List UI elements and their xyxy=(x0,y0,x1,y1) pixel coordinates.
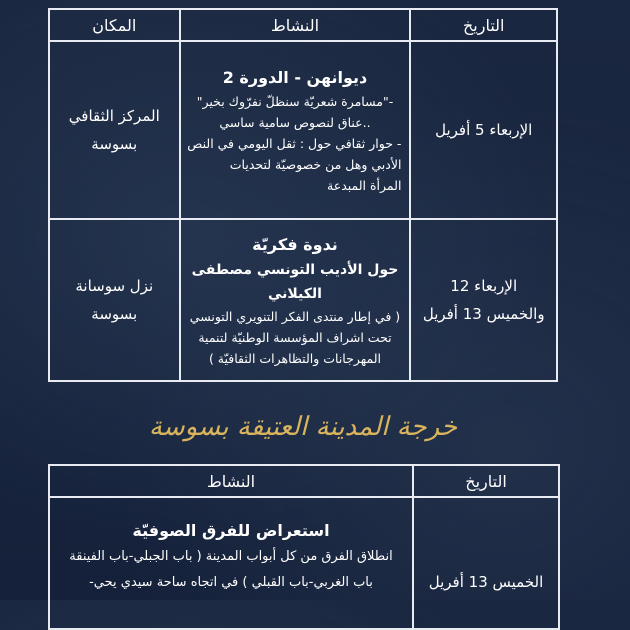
activity-line: تحت اشراف المؤسسة الوطنيّة لتنمية xyxy=(198,329,392,345)
date-line: والخميس 13 أفريل xyxy=(422,305,545,323)
header-place: المكان xyxy=(49,9,180,41)
activity-title: استعراض للفرق الصوفيّة xyxy=(132,521,330,540)
activity-line: - حوار ثقافي حول : ثقل اليومي في النص xyxy=(187,135,402,151)
place-line: نزل سوسانة xyxy=(75,277,154,295)
activity-title: ندوة فكريّة xyxy=(252,234,338,254)
activity-line: ..عناق لنصوص سامية ساسي xyxy=(219,114,371,130)
header-activity: النشاط xyxy=(180,9,411,41)
header-date: التاريخ xyxy=(413,465,559,497)
section-title: خرجة المدينة العتيقة بسوسة xyxy=(148,412,458,442)
activity-cell xyxy=(180,41,411,219)
date-cell xyxy=(410,219,557,381)
date-line: الإربعاء 12 xyxy=(450,277,518,295)
schedule-table xyxy=(48,8,558,382)
activity-subtitle: حول الأديب التونسي مصطفى الكيلاني xyxy=(191,261,399,302)
table-row xyxy=(49,219,557,381)
activity-line: -"مسامرة شعريّة سنظلّ نفرّوك بخير" xyxy=(196,93,394,109)
date-cell xyxy=(410,41,557,219)
date-text: الإربعاء 5 أفريل xyxy=(435,121,533,139)
place-cell xyxy=(49,41,180,219)
place-line: بسوسة xyxy=(91,305,138,323)
header-date: التاريخ xyxy=(410,9,557,41)
table-header-row xyxy=(49,465,559,497)
activity-cell xyxy=(49,497,413,629)
date-text: الخميس 13 أفريل xyxy=(428,573,544,591)
table-row xyxy=(49,41,557,219)
place-line: المركز الثقافي xyxy=(68,107,160,125)
activity-title: ديوانهن - الدورة 2 xyxy=(222,67,368,87)
place-line: بسوسة xyxy=(91,135,138,153)
place-cell xyxy=(49,219,180,381)
activity-line: ( في إطار منتدى الفكر التنويري التونسي xyxy=(189,308,401,324)
activity-line: انطلاق الفرق من كل أبواب المدينة ( باب الجبلي-باب الفينقة xyxy=(69,549,393,564)
activity-line: الأدبي وهل من خصوصيّة لتحديات xyxy=(229,156,402,172)
activity-cell xyxy=(180,219,411,381)
table-header-row xyxy=(49,9,557,41)
activity-line: المرأة المبدعة xyxy=(327,177,402,193)
header-activity: النشاط xyxy=(49,465,413,497)
activity-line: المهرجانات والتظاهرات الثقافيّة ) xyxy=(208,350,382,366)
activity-line: باب الغربي-باب القبلي ) في اتجاه ساحة سيدي يحي- xyxy=(89,575,373,590)
outing-table xyxy=(48,464,560,630)
date-cell xyxy=(413,497,559,629)
table-row xyxy=(49,497,559,629)
